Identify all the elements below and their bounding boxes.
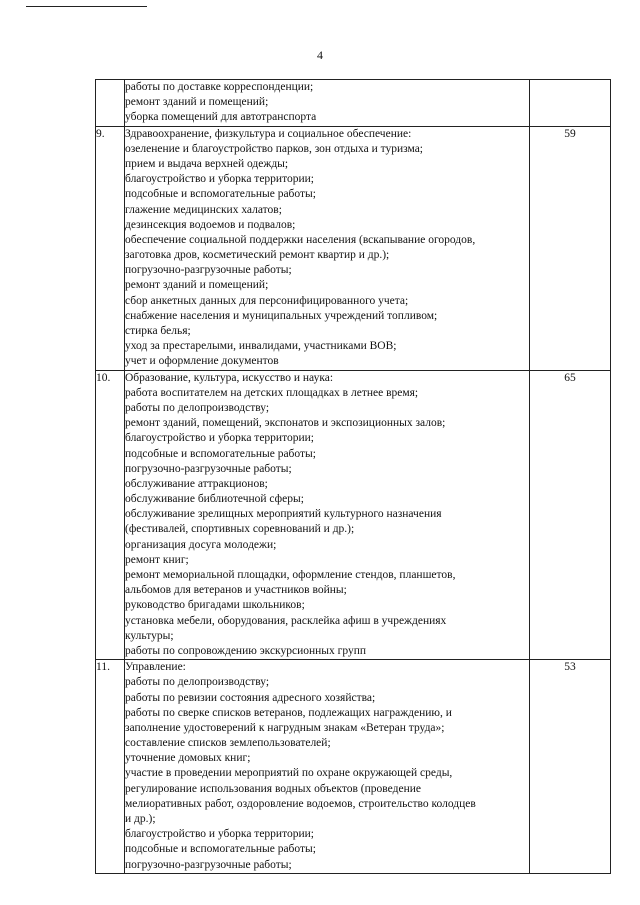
description-line: ремонт мемориальной площадки, оформление стендов, планшетов, (125, 569, 456, 581)
description-line: ремонт зданий и помещений; (125, 279, 269, 292)
description-line: погрузочно-разгрузочные работы; (125, 264, 292, 277)
row-value (530, 80, 611, 127)
description-line: дезинсекция водоемов и подвалов; (125, 218, 296, 231)
activities-table (95, 79, 611, 874)
description-line: работы по делопроизводству; (125, 676, 270, 689)
table-row (96, 370, 611, 660)
description-line: заготовка дров, косметический ремонт квартир и др.); (125, 249, 390, 262)
row-description (125, 126, 530, 370)
description-line: работа воспитателем на детских площадках в летнее время; (125, 386, 419, 399)
row-number (96, 80, 125, 127)
description-line: ремонт книг; (125, 553, 189, 566)
table-row (96, 126, 611, 370)
description-line: глажение медицинских халатов; (125, 203, 282, 216)
description-line: обслуживание библиотечной сферы; (125, 493, 304, 506)
description-line: культуры; (125, 629, 174, 642)
description-line: ремонт зданий, помещений, экспонатов и экспозиционных залов; (125, 417, 446, 430)
description-line: благоустройство и уборка территории; (125, 173, 314, 186)
description-line: ремонт зданий и помещений; (125, 96, 269, 109)
description-line: регулирование использования водных объектов (проведение (125, 782, 421, 795)
description-line: снабжение населения и муниципальных учреждений топливом; (125, 309, 438, 322)
description-line: руководство бригадами школьников; (125, 599, 305, 612)
description-line: подсобные и вспомогательные работы; (125, 843, 316, 856)
description-line: погрузочно-разгрузочные работы; (125, 462, 292, 475)
description-line: работы по ревизии состояния адресного хозяйства; (125, 691, 376, 704)
row-description (125, 660, 530, 874)
description-line: мелиоративных работ, оздоровление водоемов, строительство колодцев (125, 797, 476, 810)
page-number: 4 (317, 48, 323, 62)
description-line: подсобные и вспомогательные работы; (125, 447, 316, 460)
row-number: 11. (96, 660, 125, 874)
description-line: составление списков землепользователей; (125, 737, 331, 750)
row-value: 53 (530, 660, 611, 874)
description-line: работы по доставке корреспонденции; (125, 81, 314, 93)
description-line: учет и оформление документов (125, 355, 279, 368)
description-line: погрузочно-разгрузочные работы; (125, 858, 292, 871)
description-line: уборка помещений для автотранспорта (125, 111, 317, 124)
description-line: работы по сверке списков ветеранов, подлежащих награждению, и (125, 706, 452, 719)
description-line: обслуживание зрелищных мероприятий культурного назначения (125, 508, 442, 521)
description-line: уточнение домовых книг; (125, 752, 251, 765)
description-line: альбомов для ветеранов и участников войны; (125, 584, 347, 597)
description-line: Управление: (125, 661, 186, 674)
table-row (96, 660, 611, 874)
top-rule (26, 6, 147, 7)
description-line: благоустройство и уборка территории; (125, 828, 314, 841)
description-line: работы по сопровождению экскурсионных групп (125, 644, 367, 657)
row-description (125, 80, 530, 127)
table-row (96, 80, 611, 127)
description-line: обеспечение социальной поддержки населения (вскапывание огородов, (125, 233, 476, 246)
description-line: благоустройство и уборка территории; (125, 432, 314, 445)
description-line: организация досуга молодежи; (125, 538, 277, 551)
row-value: 65 (530, 370, 611, 660)
description-line: озеленение и благоустройство парков, зон отдыха и туризма; (125, 142, 424, 155)
description-line: стирка белья; (125, 325, 191, 337)
row-number: 9. (96, 126, 125, 370)
description-line: Образование, культура, искусство и наука: (125, 371, 334, 384)
description-line: установка мебели, оборудования, расклейка афиш в учреждениях (125, 614, 447, 627)
description-line: подсобные и вспомогательные работы; (125, 188, 316, 201)
description-line: заполнение удостоверений к нагрудным знакам «Ветеран труда»; (125, 721, 445, 734)
description-line: прием и выдача верхней одежды; (125, 157, 289, 170)
description-line: обслуживание аттракционов; (125, 477, 268, 490)
description-line: работы по делопроизводству; (125, 401, 270, 414)
description-line: сбор анкетных данных для персонифицированного учета; (125, 294, 409, 307)
description-line: (фестивалей, спортивных соревнований и др.); (125, 523, 355, 536)
description-line: Здравоохранение, физкультура и социальное обеспечение: (125, 127, 412, 140)
description-line: и др.); (125, 813, 156, 825)
row-description (125, 370, 530, 660)
description-line: участие в проведении мероприятий по охране окружающей среды, (125, 767, 453, 780)
description-line: уход за престарелыми, инвалидами, участниками ВОВ; (125, 340, 397, 353)
row-number: 10. (96, 370, 125, 660)
row-value: 59 (530, 126, 611, 370)
